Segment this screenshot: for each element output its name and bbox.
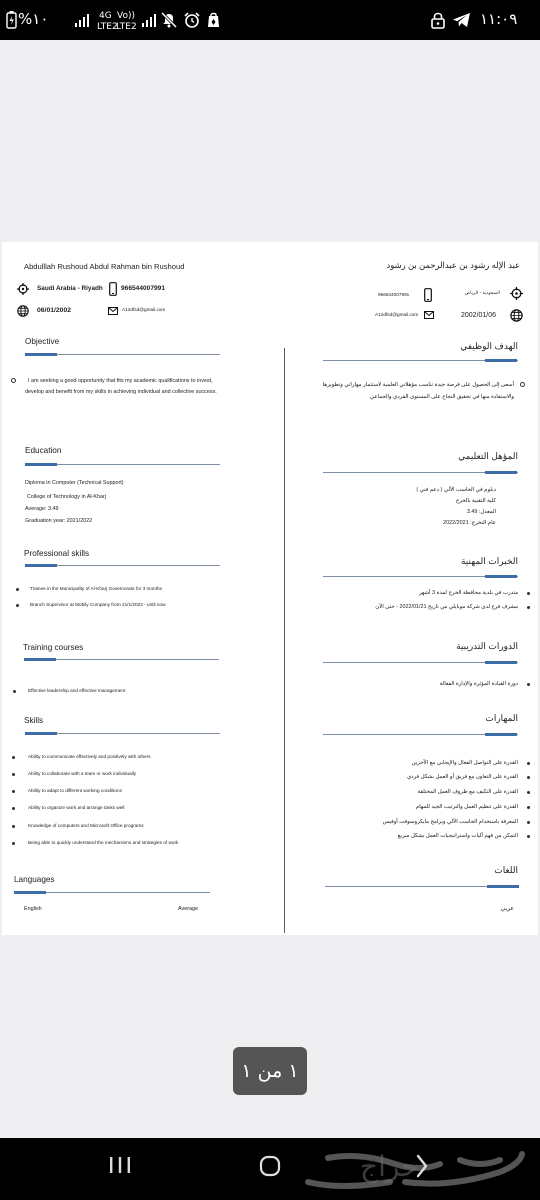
back-icon[interactable] xyxy=(412,1153,430,1179)
phone-arabic: 966544007991 xyxy=(378,292,410,297)
clock: ١١:٠٩ xyxy=(480,10,518,28)
education-line-arabic: دبلوم في الحاسب الآلي ( دعم فني ) xyxy=(416,487,496,493)
education-line-arabic: عام التخرج: 2022/2021 xyxy=(443,520,496,526)
professional-heading-arabic: الخبرات المهنية xyxy=(460,556,518,566)
education-line-arabic: كلية التقنية بالخرج xyxy=(455,498,496,504)
skills-accent xyxy=(25,732,57,735)
training-heading: Training courses xyxy=(23,643,84,652)
objective-text-line: I am seeking a good opportunity that fits my academic qualifications to invest, xyxy=(28,378,213,384)
education-line: College of Technology in Al-Kharj xyxy=(27,494,107,500)
education-line-arabic: المعدل: 3.49 xyxy=(466,509,496,515)
languages-heading: Languages xyxy=(14,875,55,884)
list-bullet xyxy=(16,588,19,591)
objective-accent-arabic xyxy=(485,359,517,362)
volte-sim: LTE2 xyxy=(116,22,137,32)
training-accent-arabic xyxy=(485,661,517,664)
mute-icon xyxy=(160,11,178,29)
languages-accent-arabic xyxy=(487,885,519,888)
skills-accent-arabic xyxy=(485,733,517,736)
list-bullet xyxy=(527,606,530,609)
skill-item: Ability to adapt to different working conditions xyxy=(28,788,122,793)
status-bar xyxy=(0,0,540,40)
skill-item-arabic: القدرة على التعاون مع فريق أو العمل بشكل فردي xyxy=(406,774,518,780)
list-bullet xyxy=(16,604,19,607)
professional-accent-arabic xyxy=(485,575,517,578)
battery-percentage: %١٠ xyxy=(18,10,49,28)
training-item: Effective leadership and effective management xyxy=(28,688,126,693)
objective-text-line-arabic: أسعى إلى الحصول على فرصة جيدة تناسب مؤهلاتي العلمية لاستثمار مهاراتي وتطويرها xyxy=(322,382,514,388)
battery-icon xyxy=(6,11,17,29)
navigation-bar xyxy=(0,1138,540,1200)
birthdate-arabic: 2002/01/06 xyxy=(461,312,497,319)
skill-item-arabic: القدرة على تنظيم العمل والترتيب الجيد للمهام xyxy=(415,804,518,810)
professional-item-arabic: مشرف فرع لدى شركة موبايلي من تاريخ 2022/01/21 - حتى الآن xyxy=(375,604,518,610)
objective-bullet-arabic xyxy=(520,382,525,387)
list-bullet xyxy=(527,791,530,794)
skill-item-arabic: المعرفة باستخدام الحاسب الآلي وبرامج مايكروسوفت أوفيس xyxy=(382,819,518,825)
network-sim: LTE2 xyxy=(97,22,118,32)
professional-item: Trainee in the Municipality of Al-Kharj Governorate for 3 months xyxy=(30,586,162,591)
email-icon xyxy=(108,307,118,315)
education-line: Average: 3.49 xyxy=(25,506,59,512)
list-bullet xyxy=(12,825,15,828)
list-bullet xyxy=(527,592,530,595)
language-name: English xyxy=(24,906,42,912)
objective-heading-arabic: الهدف الوظيفي xyxy=(460,341,518,351)
list-bullet xyxy=(12,790,15,793)
skill-item: Ability to organize work and arrange tasks well xyxy=(28,805,125,810)
professional-item: Branch Supervisor at Mobily Company from 21/1/2022 - until now xyxy=(30,602,166,607)
list-bullet xyxy=(12,773,15,776)
home-icon[interactable] xyxy=(258,1154,282,1178)
lock-icon xyxy=(430,11,446,29)
education-accent xyxy=(25,463,57,466)
list-bullet xyxy=(527,683,530,686)
skill-item: Ability to communicate effectively and positively with others xyxy=(28,754,151,759)
volte-label: Vo)) xyxy=(117,11,135,21)
network-type: 4G xyxy=(99,11,112,21)
list-bullet xyxy=(12,756,15,759)
skill-item: Knowledge of computers and Microsoft Office programs xyxy=(28,823,144,828)
list-bullet xyxy=(527,762,530,765)
education-heading-arabic: المؤهل التعليمي xyxy=(458,451,518,461)
language-name-arabic: عربي xyxy=(500,906,514,912)
languages-heading-arabic: اللغات xyxy=(494,865,518,875)
objective-bullet xyxy=(11,378,16,383)
name-english: Abdulllah Rushoud Abdul Rahman bin Rushoud xyxy=(24,262,185,271)
list-bullet xyxy=(13,690,16,693)
skill-item: Ability to collaborate with a team or work individually xyxy=(28,771,137,776)
languages-accent xyxy=(14,891,46,894)
list-bullet xyxy=(527,821,530,824)
signal-2-icon xyxy=(141,12,157,28)
page-indicator: ١ من ١ xyxy=(233,1047,307,1095)
email-arabic: A12dfsd@gmail.com xyxy=(375,312,419,317)
skill-item-arabic: القدرة على التكيف مع ظروف العمل المختلفة xyxy=(417,789,518,795)
app-notification-icon xyxy=(206,12,221,28)
globe-icon xyxy=(17,305,29,317)
globe-icon xyxy=(510,309,523,322)
training-item-arabic: دورة القيادة المؤثرة والإدارة الفعالة xyxy=(439,681,518,687)
list-bullet xyxy=(527,835,530,838)
objective-text-line: develop and benefit from my skills in achieving individual and collective success. xyxy=(25,389,217,395)
objective-heading: Objective xyxy=(25,337,60,346)
phone-english: 966544007991 xyxy=(121,285,166,292)
phone-icon xyxy=(109,282,117,296)
list-bullet xyxy=(527,806,530,809)
education-line: Diploma in Computer (Technical Support) xyxy=(25,480,124,486)
skills-heading-arabic: المهارات xyxy=(485,713,518,723)
alarm-icon xyxy=(183,11,201,29)
signal-1-icon xyxy=(74,12,90,28)
objective-text-line-arabic: والاستفادة منها في تحقيق النجاح على المستوى الفردي والجماعي xyxy=(369,394,514,400)
recent-apps-icon[interactable] xyxy=(108,1155,132,1175)
list-bullet xyxy=(12,807,15,810)
professional-skills-heading: Professional skills xyxy=(24,549,90,558)
education-line: Graduation year: 2021/2022 xyxy=(25,518,93,524)
professional-item-arabic: متدرب في بلدية محافظة الخرج لمدة 3 أشهر xyxy=(419,590,518,596)
column-divider xyxy=(284,348,285,933)
birthdate-english: 06/01/2002 xyxy=(37,307,72,314)
email-icon xyxy=(424,311,434,319)
list-bullet xyxy=(12,842,15,845)
skill-item-arabic: القدرة على التواصل الفعال والإيجابي مع الآخرين xyxy=(411,760,518,766)
education-accent-arabic xyxy=(485,471,517,474)
telegram-icon xyxy=(452,12,471,28)
list-bullet xyxy=(527,776,530,779)
location-icon xyxy=(510,287,523,300)
haraj-watermark-text: حراج xyxy=(360,1150,419,1183)
training-accent xyxy=(24,658,56,661)
phone-icon xyxy=(424,288,432,302)
objective-accent xyxy=(25,353,57,356)
location-english: Saudi Arabia - Riyadh xyxy=(37,285,103,292)
location-icon xyxy=(17,283,29,295)
name-arabic: عبد الإله رشود بن عبدالرحمن بن رشود xyxy=(386,260,520,270)
skill-item: Being able to quickly understand the mechanisms and strategies of work xyxy=(28,840,179,845)
email-english: A12dfsd@gmail.com xyxy=(122,307,166,312)
skills-heading: Skills xyxy=(24,716,44,725)
location-arabic: السعودية - الرياض xyxy=(464,290,500,295)
language-level: Average xyxy=(178,906,198,912)
education-heading: Education xyxy=(25,446,62,455)
professional-accent xyxy=(25,564,57,567)
training-heading-arabic: الدورات التدريبية xyxy=(456,641,518,651)
skill-item-arabic: التمكن من فهم آليات واستراتيجيات العمل بشكل سريع xyxy=(397,833,518,839)
